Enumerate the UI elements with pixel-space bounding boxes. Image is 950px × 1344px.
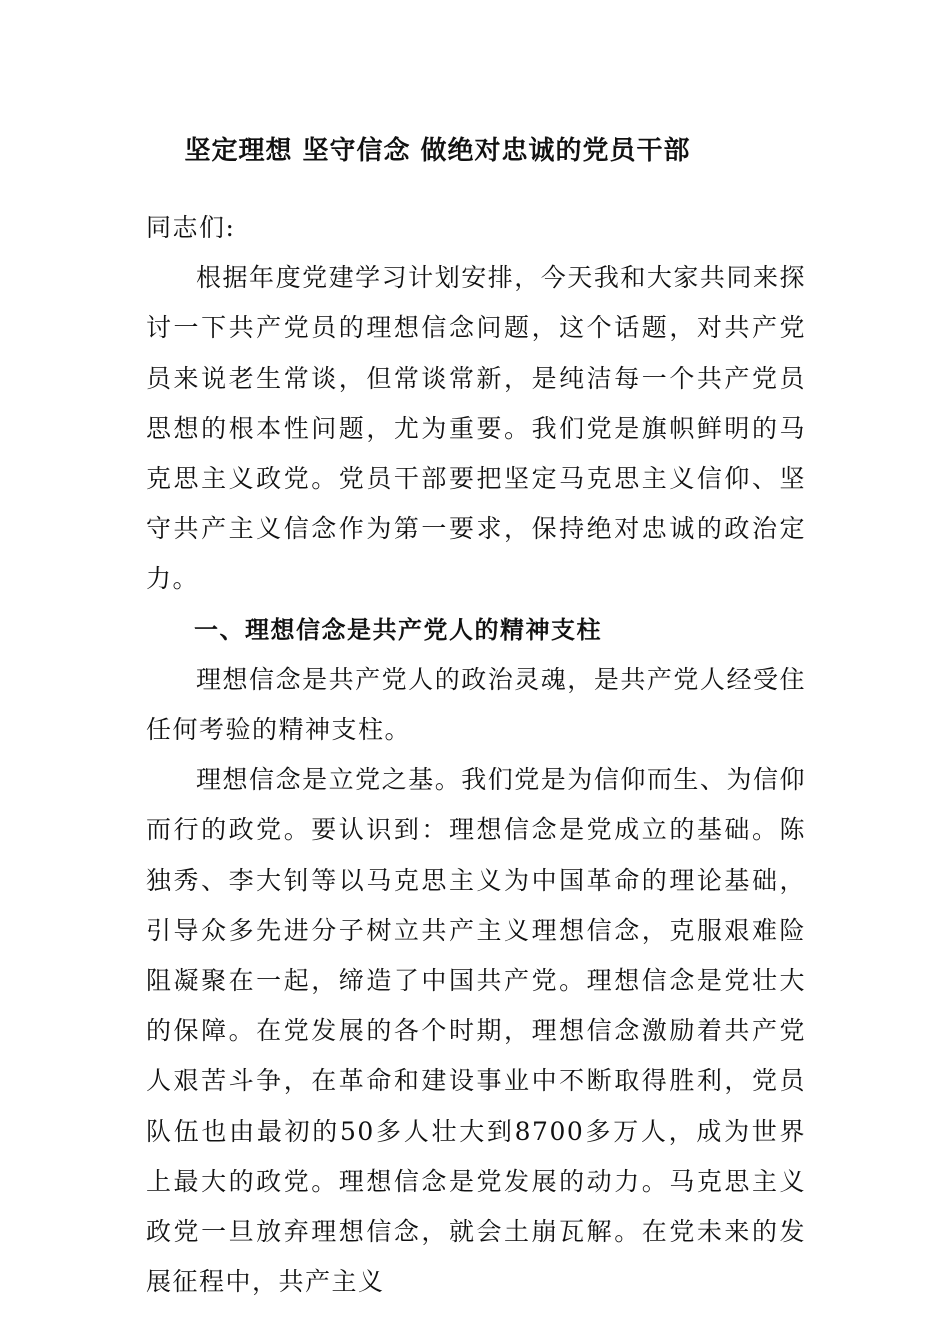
section1-paragraph-1: 理想信念是共产党人的政治灵魂，是共产党人经受住任何考验的精神支柱。 bbox=[146, 664, 806, 745]
section-heading-1: 一、理想信念是共产党人的精神支柱 bbox=[194, 615, 602, 644]
document-title: 坚定理想 坚守信念 做绝对忠诚的党员干部 bbox=[184, 136, 691, 166]
intro-paragraph: 根据年度党建学习计划安排，今天我和大家共同来探讨一下共产党员的理想信念问题，这个话题，对共产党员来说老生常谈，但常谈常新，是纯洁每一个共产党员思想的根本性问题，尤为重要。我们党是旗帜鲜明的马克思主义政党。党员干部要把坚定马克思主义信仰、坚守共产主义信念作为第一要求，保持绝对忠诚的政治定力。 bbox=[146, 263, 806, 594]
section1-paragraph-2: 理想信念是立党之基。我们党是为信仰而生、为信仰而行的政党。要认识到：理想信念是党成立的基础。陈独秀、李大钊等以马克思主义为中国革命的理论基础，引导众多先进分子树立共产主义理想信念，克服艰难险阻凝聚在一起，缔造了中国共产党。理想信念是党壮大的保障。在党发展的各个时期，理想信念激励着共产党人艰苦斗争，在革命和建设事业中不断取得胜利，党员队伍也由最初的50多人壮大到8700多万人，成为世界上最大的政党。理想信念是党发展的动力。马克思主义政党一旦放弃理想信念，就会土崩瓦解。在党未来的发展征程中，共产主义 bbox=[146, 765, 806, 1297]
document-body bbox=[146, 203, 806, 1307]
salutation: 同志们: bbox=[146, 213, 236, 242]
